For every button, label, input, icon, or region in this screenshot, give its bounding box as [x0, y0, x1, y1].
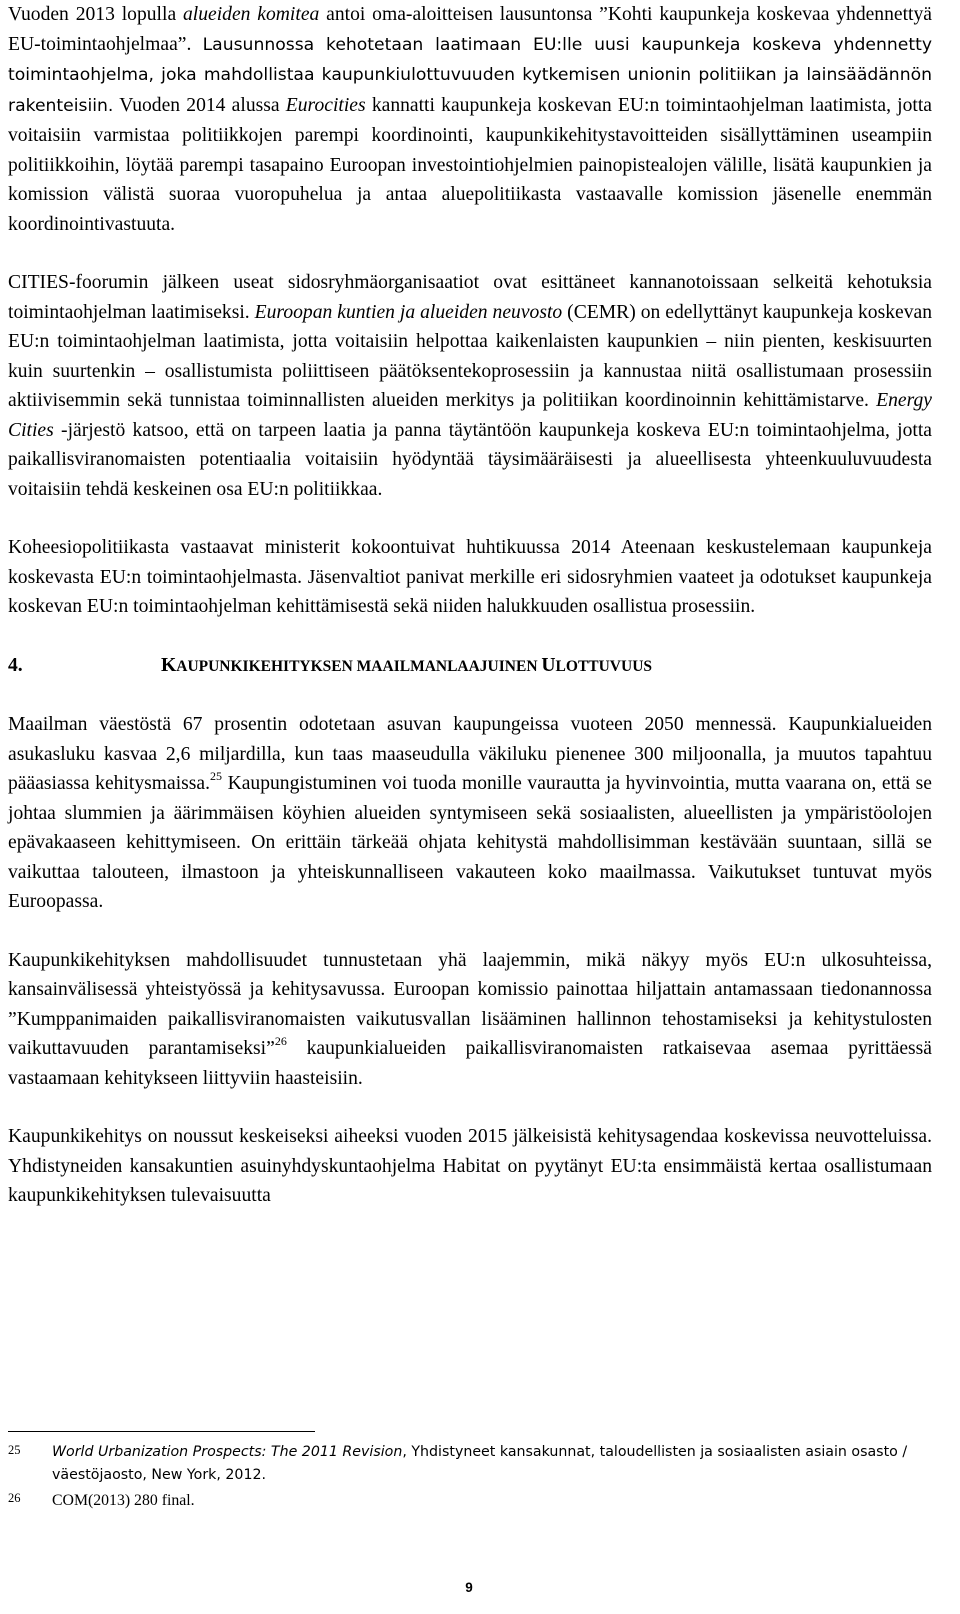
italic-text: World Urbanization Prospects: The 2011 Revision	[52, 1444, 403, 1460]
text-run: COM(2013) 280 final.	[52, 1492, 195, 1509]
paragraph-gap	[8, 622, 932, 651]
footnote	[8, 1441, 932, 1487]
footnote-separator	[8, 1431, 315, 1432]
text-run: CITIES-foorumin jälkeen useat sidosryhmäorganisaatiot ovat esittäneet kannanotoissaan selkeitä kehotuksia toimintaohjelman laatimiseksi.	[8, 272, 932, 323]
text-run: , Yhdistyneet kansakunnat, taloudellisten ja sosiaalisten asiain osasto / väestöjaosto, New York, 2012.	[52, 1444, 908, 1483]
paragraph	[8, 533, 932, 622]
footnotes	[8, 1431, 932, 1512]
paragraph	[8, 0, 932, 239]
paragraph	[8, 710, 932, 917]
text-run: -järjestö katsoo, että on tarpeen laatia ja panna täytäntöön kaupunkeja koskeva EU:n toimintaohjelma, jotta paikallisviranomaisten potentiaalia voitaisiin hyödyntää täysimääräisesti ja alueellisesta yhteenkuuluvuudesta voitaisiin tehdä keskeinen osa EU:n politiikkaa.	[8, 419, 932, 500]
italic-text: Euroopan kuntien ja alueiden neuvosto	[254, 301, 563, 323]
footnote-reference: 25	[210, 769, 222, 783]
paragraph-gap	[8, 1093, 932, 1122]
italic-text: Eurocities	[285, 94, 366, 116]
text-run: kannatti kaupunkeja koskevan EU:n toimintaohjelman laatimista, jotta voitaisiin varmistaa politiikkojen parempi koordinointi, kaupunkikehitystavoitteiden sisällyttäminen useampiin politiikkoihin, löytää parempi tasapaino Euroopan investointiohjelmien painopistealojen välille, lisätä kaupunkien ja komission välistä suoraa vuoropuhelua ja antaa aluepolitiikasta vastaavalle komission jäsenelle enemmän koordinointivastuuta.	[8, 94, 933, 235]
paragraph	[8, 268, 932, 504]
text-run: Vuoden 2014 alussa	[113, 94, 286, 116]
text-run: Maailman väestöstä 67 prosentin odotetaan asuvan kaupungeissa vuoteen 2050 mennessä. Kaupunkialueiden asukasluku kasvaa 2,6 miljardilla, kun taas maaseudulla väkiluku pienenee 300 miljoonalla, ja muutos tapahtuu pääasiassa kehitysmaissa.	[8, 714, 932, 794]
section-title-part: K	[161, 654, 177, 676]
text-run: Vuoden 2013 lopulla	[8, 4, 183, 25]
footnote-marker: 25	[8, 1443, 21, 1457]
footnote-text	[52, 1441, 932, 1487]
paragraph	[8, 946, 932, 1094]
section-title-part: U	[541, 654, 556, 676]
footnote-reference: 26	[274, 1034, 287, 1048]
italic-text: Energy Cities	[8, 390, 932, 441]
section-title-part: AUPUNKIKEHITYKSEN MAAILMANLAAJUINEN	[176, 657, 542, 675]
paragraph-gap	[8, 239, 932, 268]
section-number: 4.	[8, 654, 23, 676]
text-run: Kaupunkikehityksen mahdollisuudet tunnustetaan yhä laajemmin, mikä näkyy myös EU:n ulkosuhteissa, kansainvälisessä yhteistyössä ja kehitysavussa. Euroopan komissio painottaa hiljattain antamassaan tiedonannossa ”Kumppanimaiden paikallisviranomaisten vaikutusvallan lisääminen hallinnon tehostamiseksi ja kehitystulosten vaikuttavuuden parantamiseksi”	[8, 949, 932, 1059]
section-title-part: LOTTUVUUS	[555, 657, 653, 675]
paragraph	[8, 1122, 932, 1211]
section-heading	[8, 651, 932, 682]
footnote-text	[52, 1489, 932, 1512]
italic-text: alueiden komitea	[182, 4, 320, 25]
paragraph-gap	[8, 917, 932, 946]
page-number: 9	[465, 1580, 473, 1595]
text-run: (CEMR) on edellyttänyt kaupunkeja koskevan EU:n toimintaohjelman laatimista, jotta voitaisiin helpottaa kaikenlaisten kaupunkien – niin pienten, keskisuurten kuin suurtenkin – osallistumista poliittiseen päätöksentekoprosessiin ja kannustaa niitä osallistumaan prosessiin aktiivisemmin sekä tunnistaa toiminnallisten alueiden merkitys ja politiikan koordinoinnin kehittämistarve.	[8, 301, 933, 411]
document-body	[8, 0, 932, 1211]
text-run: kaupunkialueiden paikallisviranomaisten ratkaisevaa asemaa pyrittäessä vastaamaan kehitykseen liittyviin haasteisiin.	[8, 1038, 932, 1089]
text-run: antoi oma-aloitteisen lausuntonsa ”Kohti kaupunkeja koskevaa yhdennettyä EU-toimintaohjelmaa”.	[8, 4, 932, 55]
text-run: Kaupunkikehitys on noussut keskeiseksi aiheeksi vuoden 2015 jälkeisistä kehitysagendaa koskevissa neuvotteluissa. Yhdistyneiden kansakuntien asuinyhdyskuntaohjelma Habitat on pyytänyt EU:ta ensimmäistä kertaa osallistumaan kaupunkikehityksen tulevaisuutta	[8, 1126, 932, 1206]
text-run: Koheesiopolitiikasta vastaavat ministerit kokoontuivat huhtikuussa 2014 Ateenaan keskustelemaan kaupunkeja koskevasta EU:n toimintaohjelmasta. Jäsenvaltiot panivat merkille eri sidosryhmien vaateet ja odotukset kaupunkeja koskevan EU:n toimintaohjelman kehittämisestä sekä niiden halukkuuden osallistua prosessiin.	[8, 537, 932, 617]
footnote	[8, 1489, 932, 1512]
text-run: Lausunnossa kehotetaan laatimaan EU:lle uusi kaupunkeja koskeva yhdennetty toimintaohjelma, joka mahdollistaa kaupunkiulottuvuuden kytkemisen unionin politiikan ja lainsäädännön rakenteisiin.	[8, 34, 932, 116]
paragraph-gap	[8, 504, 932, 533]
section-title	[161, 651, 652, 682]
text-run: Kaupungistuminen voi tuoda monille vaurautta ja hyvinvointia, mutta vaarana on, että se johtaa slummien ja äärimmäisen köyhien alueiden syntymiseen sekä sosiaalisten, alueellisten ja ympäristöolojen epävakaaseen kehittymiseen. On erittäin tärkeää ohjata kehitystä mahdollisimman kestävään suuntaan, sillä se vaikuttaa talouteen, ilmastoon ja yhteiskunnalliseen vakauteen koko maailmassa. Vaikutukset tuntuvat myös Euroopassa.	[8, 773, 932, 912]
footnote-marker: 26	[8, 1491, 21, 1505]
paragraph-gap	[8, 681, 932, 710]
